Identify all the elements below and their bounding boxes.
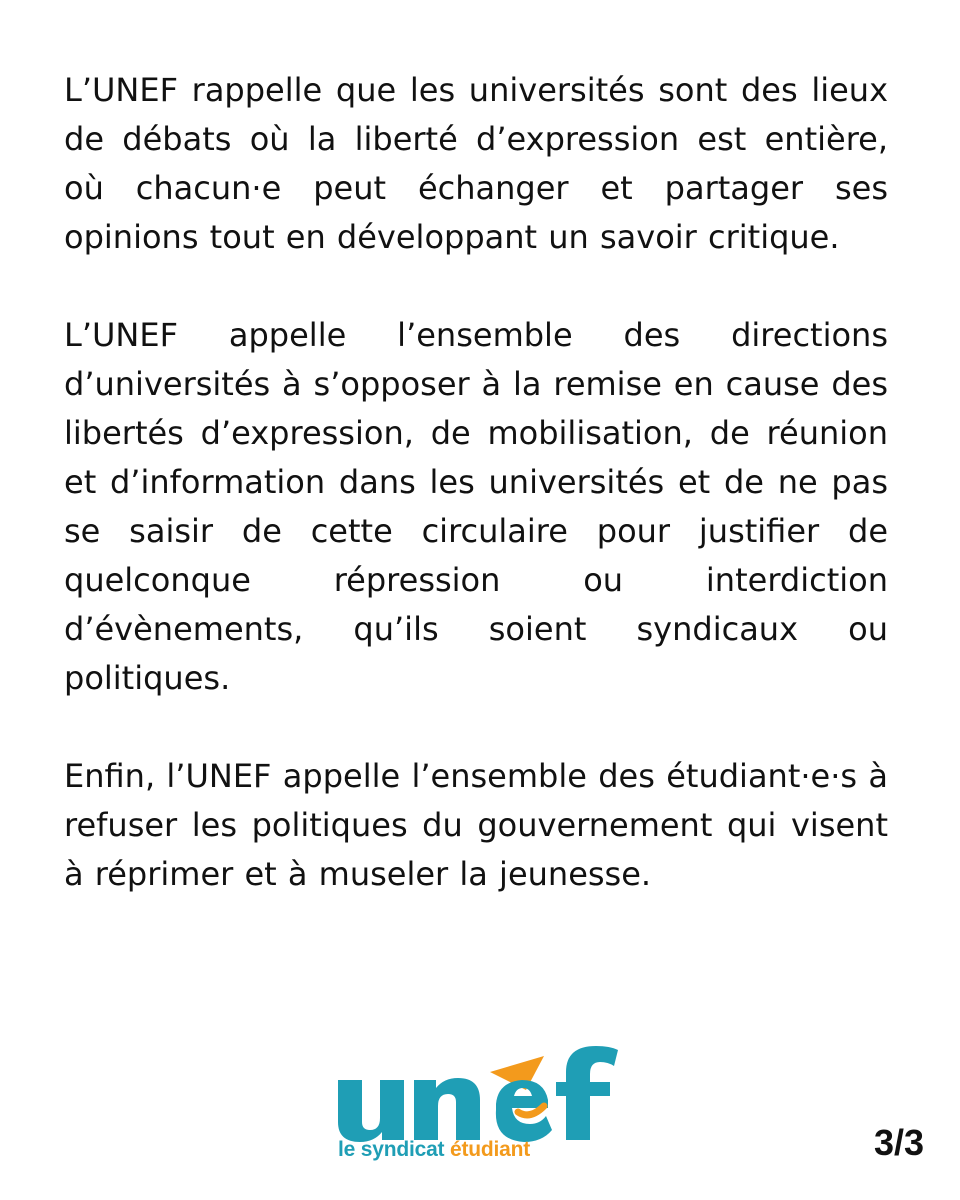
paragraph-call-students: Enfin, l’UNEF appelle l’ensemble des étudiant·e·s à refuser les politiques du gouvernement qui visent à réprimer et à museler la jeunesse. xyxy=(64,757,888,893)
paragraph-call-directions: L’UNEF appelle l’ensemble des directions d’universités à s’opposer à la remise en cause des libertés d’expression, de mobilisation, de réunion et d’information dans les universités et de ne pas se saisir de cette circulaire pour justifier de quelconque répression ou interdiction d’évènements, qu’ils soient syndicaux ou politiques. xyxy=(64,316,888,697)
page-counter: 3/3 xyxy=(873,1122,924,1163)
tagline-etudiant: étudiant xyxy=(449,1138,531,1161)
logo-tagline xyxy=(338,1138,530,1162)
unef-wordmark-icon xyxy=(330,1038,630,1143)
statement-body xyxy=(64,66,888,899)
paragraph-universities-debate: L’UNEF rappelle que les universités sont des lieux de débats où la liberté d’expression est entière, où chacun·e peut échanger et partager ses opinions tout en développant un savoir critique. xyxy=(64,71,888,256)
tagline-le-syndicat: le syndicat xyxy=(338,1138,450,1161)
